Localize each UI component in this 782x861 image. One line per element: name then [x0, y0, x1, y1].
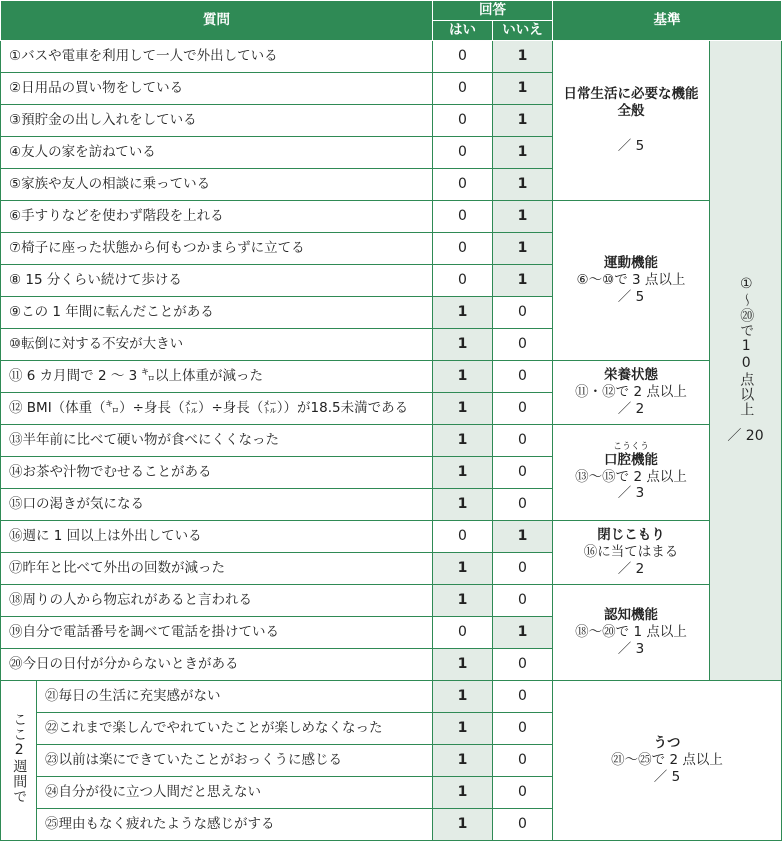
question-cell: ⑨この 1 年間に転んだことがある: [1, 297, 433, 329]
criteria-score: ／ 3: [617, 485, 645, 502]
question-cell: ⑬半年前に比べて硬い物が食べにくくなった: [1, 425, 433, 457]
answer-yes-cell: 1: [433, 585, 493, 617]
criteria-cell: [553, 201, 710, 361]
total-score: ／ 20: [727, 427, 764, 444]
answer-no-cell: 0: [493, 777, 553, 809]
answer-yes-cell: 1: [433, 425, 493, 457]
table-row: [1, 425, 782, 457]
question-cell: ⑦椅子に座った状態から何もつかまらずに立てる: [1, 233, 433, 265]
criteria-score: ／ 2: [617, 560, 645, 577]
answer-yes-cell: 0: [433, 521, 493, 553]
criteria-rule: ⑬～⑮で 2 点以上: [575, 468, 687, 485]
table-row: [1, 585, 782, 617]
answer-yes-cell: 0: [433, 201, 493, 233]
answer-no-cell: 1: [493, 41, 553, 73]
answer-no-cell: 0: [493, 425, 553, 457]
answer-yes-cell: 0: [433, 617, 493, 649]
answer-no-cell: 0: [493, 393, 553, 425]
side-label: ここ2週間で: [11, 712, 28, 805]
question-cell: ㉒これまで楽しんでやれていたことが楽しめなくなった: [37, 713, 433, 745]
answer-yes-cell: 1: [433, 713, 493, 745]
answer-yes-cell: 0: [433, 73, 493, 105]
answer-yes-cell: 1: [433, 777, 493, 809]
criteria-rule: ㉑～㉕で 2 点以上: [611, 752, 723, 769]
question-cell: ⑳今日の日付が分からないときがある: [1, 649, 433, 681]
answer-yes-cell: 1: [433, 393, 493, 425]
answer-yes-cell: 1: [433, 457, 493, 489]
table-row: [1, 201, 782, 233]
question-cell: ⑰昨年と比べて外出の回数が減った: [1, 553, 433, 585]
answer-yes-cell: 1: [433, 649, 493, 681]
question-cell: ㉔自分が役に立つ人間だと思えない: [37, 777, 433, 809]
question-cell: ⑯週に 1 回以上は外出している: [1, 521, 433, 553]
header-no: いいえ: [493, 21, 553, 41]
answer-yes-cell: 1: [433, 489, 493, 521]
question-cell: ⑫ BMI（体重（㌔）÷身長（㍍）÷身長（㍍））が18.5未満である: [1, 393, 433, 425]
total-rule: ①～⑳で10点以上: [738, 275, 755, 417]
criteria-score: ／ 3: [617, 640, 645, 657]
question-cell: ②日用品の買い物をしている: [1, 73, 433, 105]
answer-no-cell: 0: [493, 489, 553, 521]
criteria-title: 認知機能: [604, 607, 658, 624]
answer-no-cell: 1: [493, 169, 553, 201]
answer-no-cell: 1: [493, 137, 553, 169]
answer-yes-cell: 0: [433, 265, 493, 297]
answer-yes-cell: 1: [433, 297, 493, 329]
answer-no-cell: 1: [493, 617, 553, 649]
answer-no-cell: 1: [493, 521, 553, 553]
criteria-cell: [553, 585, 710, 681]
answer-no-cell: 1: [493, 265, 553, 297]
criteria-cell: [553, 425, 710, 521]
question-cell: ④友人の家を訪ねている: [1, 137, 433, 169]
criteria-score: ／ 5: [617, 137, 645, 154]
total-cell: [710, 41, 782, 681]
criteria-cell: [553, 41, 710, 201]
criteria-title: 閉じこもり: [597, 527, 665, 544]
answer-yes-cell: 1: [433, 745, 493, 777]
answer-no-cell: 0: [493, 329, 553, 361]
answer-no-cell: 1: [493, 233, 553, 265]
criteria-title: 栄養状態: [604, 367, 658, 384]
answer-no-cell: 0: [493, 553, 553, 585]
answer-no-cell: 1: [493, 201, 553, 233]
question-cell: ⑭お茶や汁物でむせることがある: [1, 457, 433, 489]
question-cell: ㉓以前は楽にできていたことがおっくうに感じる: [37, 745, 433, 777]
table-row: [1, 361, 782, 393]
question-cell: ㉕理由もなく疲れたような感じがする: [37, 809, 433, 841]
criteria-rule: ⑪・⑫で 2 点以上: [575, 384, 687, 401]
answer-no-cell: 0: [493, 745, 553, 777]
answer-yes-cell: 1: [433, 809, 493, 841]
answer-yes-cell: 1: [433, 553, 493, 585]
answer-no-cell: 0: [493, 297, 553, 329]
criteria-title: 日常生活に必要な機能全般: [563, 86, 699, 120]
question-cell: ①バスや電車を利用して一人で外出している: [1, 41, 433, 73]
answer-yes-cell: 0: [433, 105, 493, 137]
criteria-title: うつ: [653, 735, 681, 752]
header-yes: はい: [433, 21, 493, 41]
answer-no-cell: 0: [493, 809, 553, 841]
question-cell: ⑤家族や友人の相談に乗っている: [1, 169, 433, 201]
answer-yes-cell: 0: [433, 169, 493, 201]
criteria-rule: ⑯に当てはまる: [583, 544, 679, 561]
side-label-cell: [1, 681, 37, 841]
answer-no-cell: 0: [493, 585, 553, 617]
table-row: [1, 41, 782, 73]
criteria-rule: ⑥～⑩で 3 点以上: [576, 272, 686, 289]
answer-yes-cell: 1: [433, 329, 493, 361]
answer-no-cell: 0: [493, 649, 553, 681]
answer-no-cell: 1: [493, 105, 553, 137]
question-cell: ⑱周りの人から物忘れがあると言われる: [1, 585, 433, 617]
answer-no-cell: 0: [493, 361, 553, 393]
answer-no-cell: 0: [493, 457, 553, 489]
criteria-cell: [553, 361, 710, 425]
answer-yes-cell: 0: [433, 137, 493, 169]
answer-yes-cell: 1: [433, 681, 493, 713]
answer-yes-cell: 0: [433, 233, 493, 265]
question-cell: ⑩転倒に対する不安が大きい: [1, 329, 433, 361]
question-cell: ⑲自分で電話番号を調べて電話を掛けている: [1, 617, 433, 649]
criteria-title: 口腔機能: [604, 451, 658, 468]
answer-no-cell: 1: [493, 73, 553, 105]
criteria-score: ／ 5: [653, 768, 681, 785]
question-cell: ⑪ 6 カ月間で 2 ～ 3 ㌔以上体重が減った: [1, 361, 433, 393]
header-question: 質問: [1, 1, 433, 41]
criteria-cell: [553, 521, 710, 585]
criteria-cell: [553, 681, 782, 841]
question-cell: ③預貯金の出し入れをしている: [1, 105, 433, 137]
answer-no-cell: 0: [493, 681, 553, 713]
question-cell: ㉑毎日の生活に充実感がない: [37, 681, 433, 713]
criteria-title: 運動機能: [604, 255, 658, 272]
question-cell: ⑥手すりなどを使わず階段を上れる: [1, 201, 433, 233]
criteria-score: ／ 5: [617, 288, 645, 305]
answer-yes-cell: 0: [433, 41, 493, 73]
header-criteria: 基準: [553, 1, 782, 41]
question-cell: ⑧ 15 分くらい続けて歩ける: [1, 265, 433, 297]
criteria-score: ／ 2: [617, 400, 645, 417]
answer-yes-cell: 1: [433, 361, 493, 393]
table-row: [1, 681, 782, 713]
header-answer: 回答: [433, 1, 553, 21]
question-cell: ⑮口の渇きが気になる: [1, 489, 433, 521]
answer-no-cell: 0: [493, 713, 553, 745]
table-row: [1, 521, 782, 553]
criteria-ruby: こうくう: [612, 441, 649, 452]
criteria-rule: ⑱～⑳で 1 点以上: [575, 624, 687, 641]
checklist-body: [1, 41, 782, 841]
